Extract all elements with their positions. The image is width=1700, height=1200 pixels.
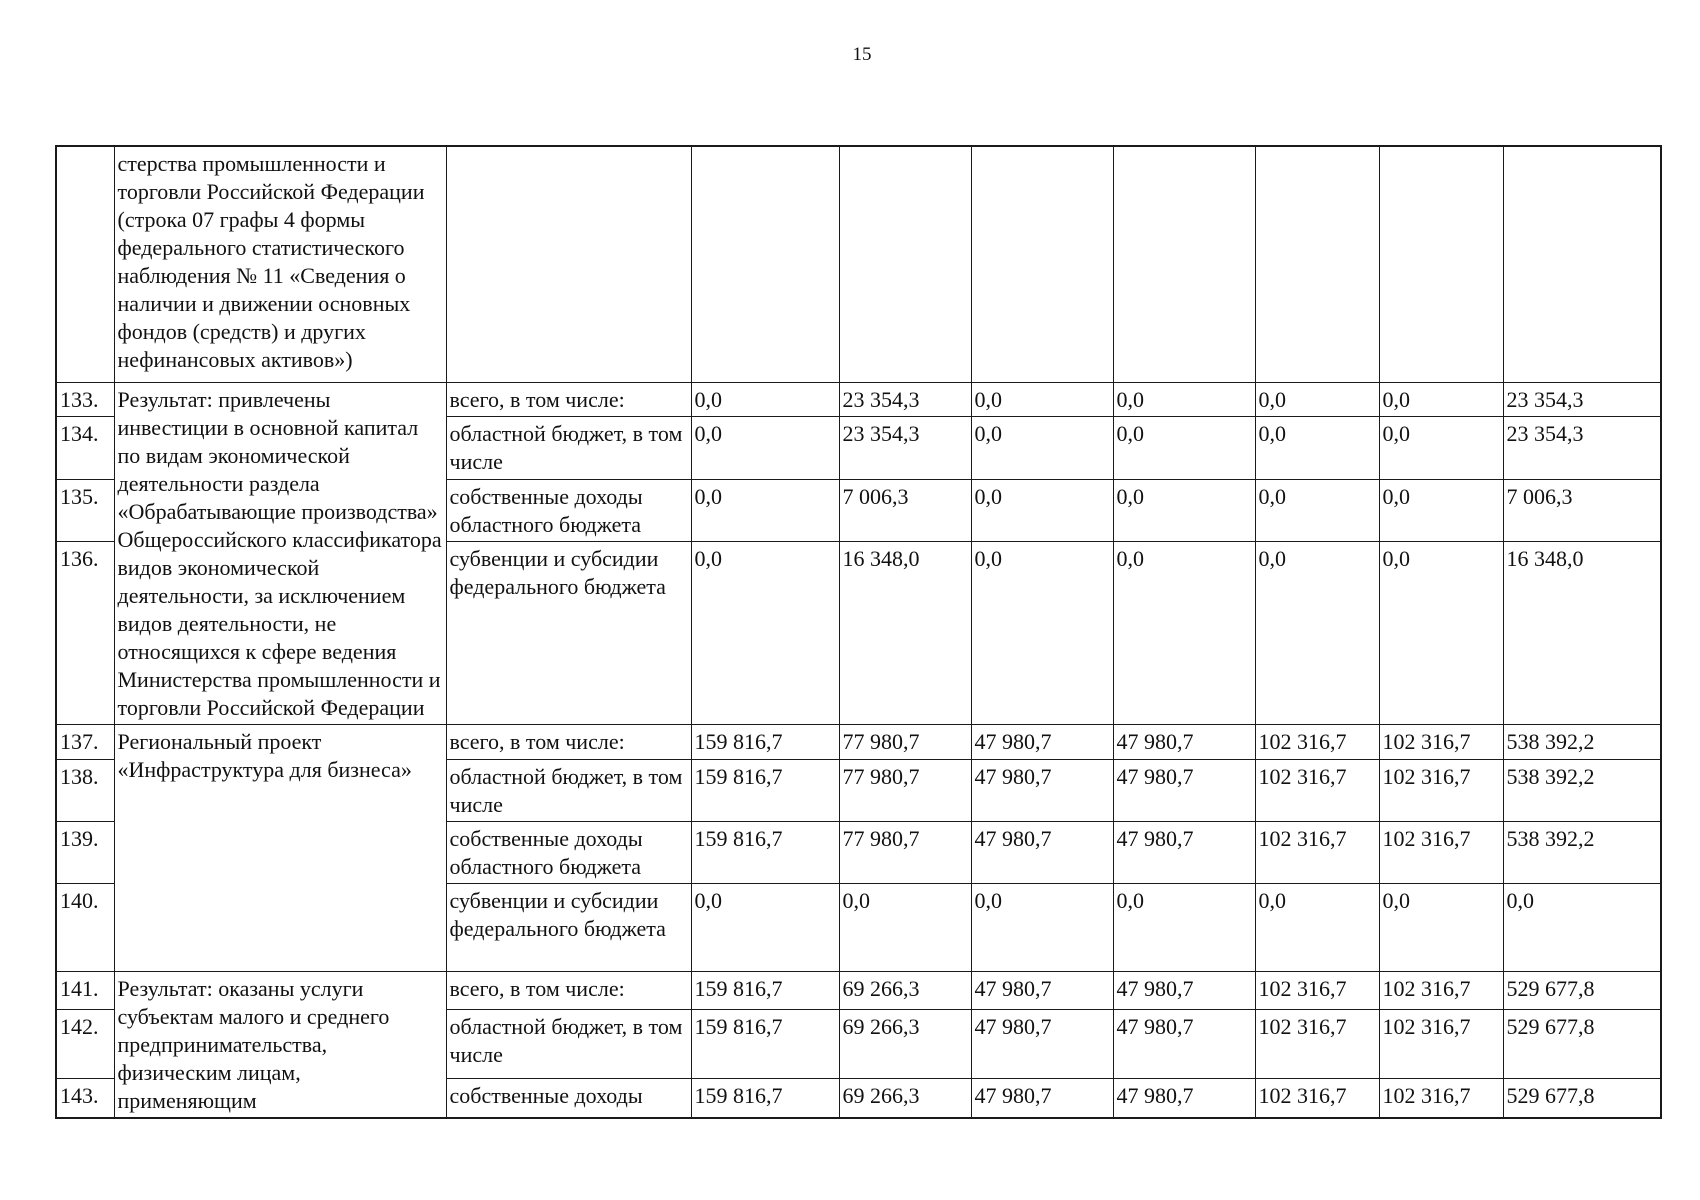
value-cell: 102 316,7 [1379,1009,1503,1079]
value-cell: 0,0 [1255,542,1379,724]
value-cell [691,146,839,382]
value-cell: 69 266,3 [839,971,971,1009]
total-value-cell: 16 348,0 [1503,542,1661,724]
value-cell [839,146,971,382]
row-number [56,146,114,382]
row-number: 142. [56,1009,114,1079]
row-number: 143. [56,1079,114,1118]
value-cell: 159 816,7 [691,759,839,821]
value-cell: 47 980,7 [971,1009,1113,1079]
page-number: 15 [852,44,872,65]
total-value-cell: 529 677,8 [1503,1009,1661,1079]
value-cell: 47 980,7 [1113,759,1255,821]
value-cell: 0,0 [1379,382,1503,416]
total-value-cell: 7 006,3 [1503,479,1661,542]
value-cell: 102 316,7 [1255,1079,1379,1118]
value-cell: 77 980,7 [839,724,971,759]
funding-source-cell: субвенции и субсидии федерального бюджета [446,542,691,724]
funding-source-cell: всего, в том числе: [446,971,691,1009]
table-row [56,971,1661,1009]
value-cell: 159 816,7 [691,971,839,1009]
funding-source-cell: собственные доходы [446,1079,691,1118]
value-cell: 7 006,3 [839,479,971,542]
description-cell: стерства промышленности и торговли Российской Федерации (строка 07 графы 4 формы федерального статистического наблюдения № 11 «Сведения о наличии и движении основных фондов (средств) и других нефинансовых активов») [114,146,446,382]
total-value-cell: 538 392,2 [1503,759,1661,821]
value-cell: 159 816,7 [691,1079,839,1118]
table-row [56,382,1661,416]
value-cell: 0,0 [691,382,839,416]
value-cell: 47 980,7 [1113,724,1255,759]
value-cell: 0,0 [1379,542,1503,724]
value-cell: 23 354,3 [839,382,971,416]
value-cell: 0,0 [971,416,1113,479]
value-cell: 23 354,3 [839,416,971,479]
funding-source-cell: собственные доходы областного бюджета [446,479,691,542]
description-cell: Результат: оказаны услуги субъектам малого и среднего предпринимательства, физическим лицам, применяющим [114,971,446,1118]
table-row [56,724,1661,759]
row-number: 139. [56,821,114,883]
value-cell: 159 816,7 [691,724,839,759]
budget-table [55,145,1662,1119]
value-cell: 0,0 [1113,479,1255,542]
value-cell: 0,0 [1113,883,1255,971]
row-number: 140. [56,883,114,971]
value-cell: 47 980,7 [971,1079,1113,1118]
row-number: 133. [56,382,114,416]
value-cell: 0,0 [691,479,839,542]
value-cell: 77 980,7 [839,759,971,821]
total-value-cell: 23 354,3 [1503,382,1661,416]
value-cell: 102 316,7 [1379,821,1503,883]
value-cell: 47 980,7 [971,759,1113,821]
value-cell: 0,0 [1379,416,1503,479]
value-cell: 0,0 [1255,883,1379,971]
value-cell: 102 316,7 [1255,1009,1379,1079]
value-cell: 0,0 [691,416,839,479]
value-cell: 47 980,7 [1113,971,1255,1009]
row-number: 136. [56,542,114,724]
funding-source-cell: всего, в том числе: [446,382,691,416]
value-cell: 102 316,7 [1379,1079,1503,1118]
funding-source-cell: собственные доходы областного бюджета [446,821,691,883]
value-cell: 102 316,7 [1255,971,1379,1009]
value-cell: 0,0 [1379,479,1503,542]
value-cell: 0,0 [1255,479,1379,542]
row-number: 135. [56,479,114,542]
value-cell: 102 316,7 [1255,821,1379,883]
value-cell: 16 348,0 [839,542,971,724]
funding-source-cell: областной бюджет, в том числе [446,759,691,821]
row-number: 137. [56,724,114,759]
value-cell [1379,146,1503,382]
value-cell: 47 980,7 [1113,1009,1255,1079]
value-cell: 0,0 [1113,542,1255,724]
value-cell: 102 316,7 [1379,971,1503,1009]
value-cell: 0,0 [1379,883,1503,971]
table-row [56,146,1661,382]
value-cell: 47 980,7 [971,724,1113,759]
total-value-cell: 23 354,3 [1503,416,1661,479]
value-cell: 102 316,7 [1379,759,1503,821]
value-cell: 47 980,7 [1113,821,1255,883]
value-cell: 102 316,7 [1255,759,1379,821]
total-value-cell: 529 677,8 [1503,1079,1661,1118]
row-number: 134. [56,416,114,479]
description-cell: Региональный проект «Инфраструктура для бизнеса» [114,724,446,971]
value-cell: 0,0 [1113,416,1255,479]
value-cell: 0,0 [691,542,839,724]
value-cell: 0,0 [691,883,839,971]
total-value-cell: 538 392,2 [1503,821,1661,883]
total-value-cell: 0,0 [1503,883,1661,971]
value-cell: 0,0 [839,883,971,971]
value-cell: 0,0 [971,479,1113,542]
value-cell: 77 980,7 [839,821,971,883]
row-number: 141. [56,971,114,1009]
total-value-cell: 538 392,2 [1503,724,1661,759]
total-value-cell [1503,146,1661,382]
value-cell: 0,0 [971,542,1113,724]
funding-source-cell: областной бюджет, в том числе [446,1009,691,1079]
value-cell: 47 980,7 [971,971,1113,1009]
value-cell: 0,0 [971,883,1113,971]
value-cell: 0,0 [1255,382,1379,416]
value-cell: 159 816,7 [691,821,839,883]
value-cell [1255,146,1379,382]
row-number: 138. [56,759,114,821]
value-cell: 0,0 [1113,382,1255,416]
value-cell: 47 980,7 [971,821,1113,883]
total-value-cell: 529 677,8 [1503,971,1661,1009]
value-cell [1113,146,1255,382]
value-cell: 0,0 [971,382,1113,416]
funding-source-cell: областной бюджет, в том числе [446,416,691,479]
value-cell: 102 316,7 [1379,724,1503,759]
value-cell [971,146,1113,382]
description-cell: Результат: привлечены инвестиции в основной капитал по видам экономической деятельности раздела «Обрабатывающие производства» Общероссийского классификатора видов экономической деятельности, за исключением видов деятельности, не относящихся к сфере ведения Министерства промышленности и торговли Российской Федерации [114,382,446,724]
value-cell: 69 266,3 [839,1009,971,1079]
funding-source-cell: всего, в том числе: [446,724,691,759]
value-cell: 159 816,7 [691,1009,839,1079]
value-cell: 47 980,7 [1113,1079,1255,1118]
value-cell: 102 316,7 [1255,724,1379,759]
value-cell: 0,0 [1255,416,1379,479]
funding-source-cell [446,146,691,382]
value-cell: 69 266,3 [839,1079,971,1118]
funding-source-cell: субвенции и субсидии федерального бюджета [446,883,691,971]
